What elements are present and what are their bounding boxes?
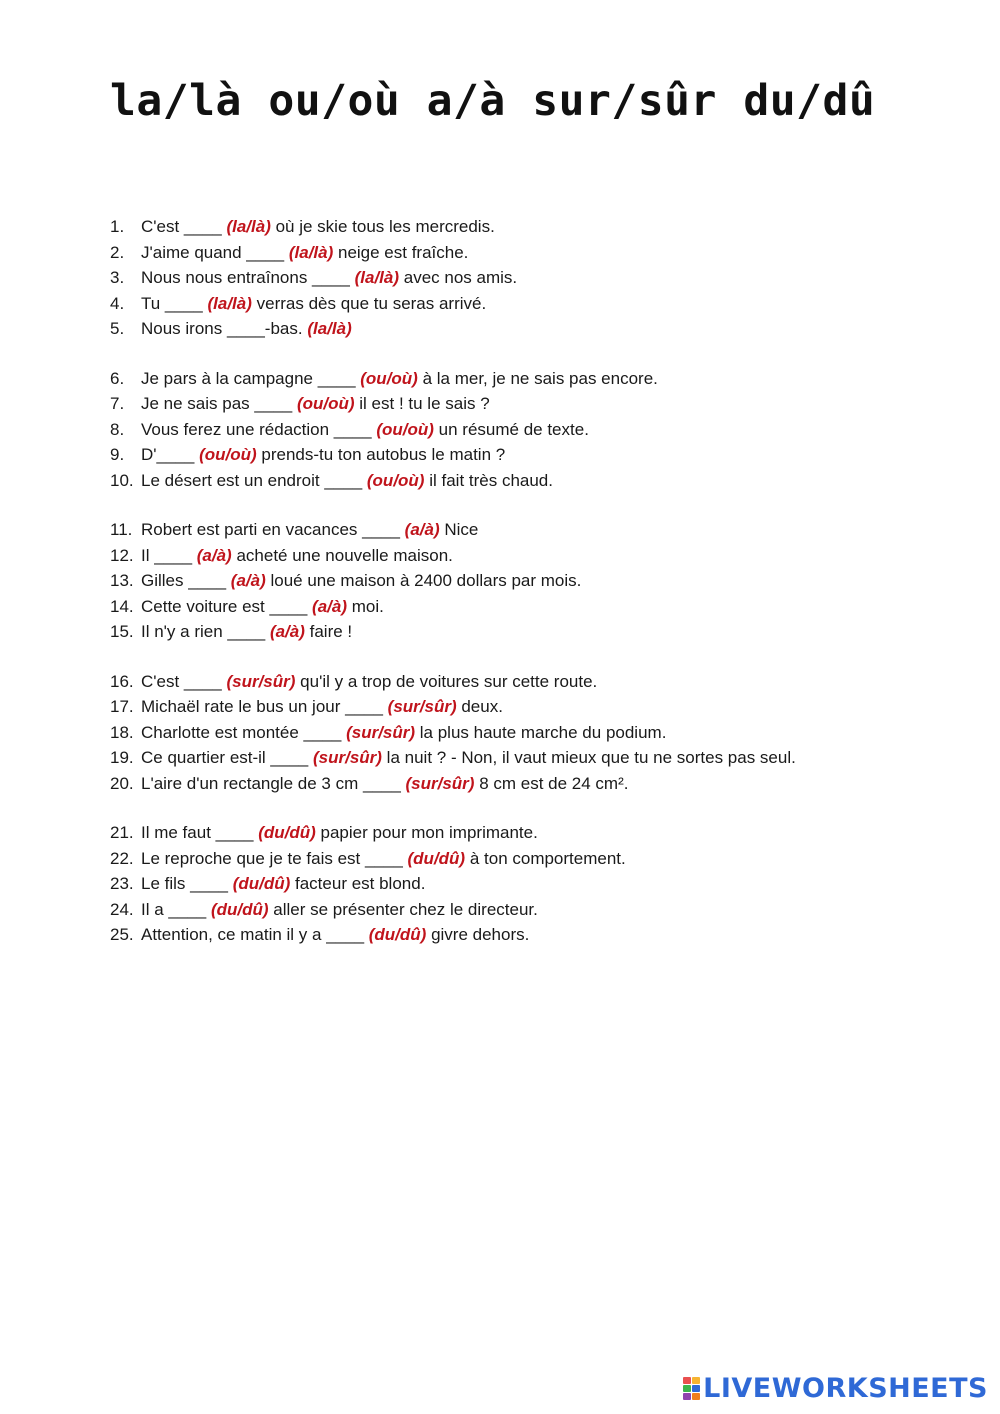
item-text-before: Tu ____: [141, 293, 208, 313]
item-text-before: Nous irons ____-bas.: [141, 319, 308, 338]
item-text-after: prends-tu ton autobus le matin ?: [256, 445, 506, 464]
item-text-after: avec nos amis.: [399, 268, 518, 287]
item-number: 11.: [110, 520, 133, 539]
item-choice: (la/là): [226, 217, 271, 236]
item-text-before: C'est ____: [141, 671, 227, 691]
item-number: 15.: [110, 622, 134, 641]
item-choice: (sur/sûr): [405, 773, 475, 793]
exercise-item: [110, 594, 910, 620]
exercise-item: [110, 897, 910, 923]
item-number: 1.: [110, 217, 125, 236]
item-choice: (du/dû): [258, 823, 316, 842]
exercise-item: [110, 568, 910, 594]
item-choice: (ou/où): [199, 445, 257, 464]
liveworksheets-brand: [683, 1373, 988, 1404]
item-text-before: Je ne sais pas ____: [141, 394, 297, 413]
item-choice: (ou/où): [366, 470, 425, 490]
item-choice: (a/à): [312, 596, 348, 616]
item-number: 4.: [110, 293, 125, 313]
item-text-before: Gilles ____: [141, 571, 231, 590]
logo-square: [683, 1393, 691, 1400]
item-text-after: qu'il y a trop de voitures sur cette route.: [295, 671, 598, 691]
item-text-before: Il a ____: [141, 899, 211, 919]
item-text-after: faire !: [304, 622, 353, 641]
item-choice: (la/là): [354, 268, 400, 287]
exercise-item: [110, 846, 910, 872]
item-text-before: J'aime quand ____: [141, 242, 289, 262]
item-choice: (la/là): [307, 319, 352, 338]
item-text-before: Le désert est un endroit ____: [141, 470, 367, 490]
exercise-item: [110, 265, 910, 291]
exercise-group: [110, 820, 910, 948]
exercise-item: [110, 468, 910, 494]
item-text-before: Je pars à la campagne ____: [141, 368, 361, 388]
item-choice: (sur/sûr): [312, 748, 382, 767]
item-choice: (ou/où): [376, 419, 434, 439]
item-number: 23.: [110, 874, 134, 893]
exercise-item: [110, 745, 910, 771]
item-text-after: papier pour mon imprimante.: [315, 823, 538, 842]
exercise-group: [110, 517, 910, 645]
item-text-after: où je skie tous les mercredis.: [270, 217, 495, 236]
item-text-before: Le reproche que je te fais est ____: [141, 848, 408, 868]
item-number: 13.: [110, 571, 134, 590]
item-choice: (a/à): [230, 571, 266, 590]
exercise-item: [110, 291, 910, 317]
item-number: 22.: [110, 848, 134, 868]
item-number: 3.: [110, 268, 125, 287]
item-text-before: Charlotte est montée ____: [141, 722, 347, 742]
item-number: 7.: [110, 394, 125, 413]
item-number: 16.: [110, 671, 134, 691]
logo-square: [692, 1385, 700, 1392]
item-text-before: D'____: [141, 445, 200, 464]
liveworksheets-logo-icon: [683, 1377, 700, 1400]
item-text-after: givre dehors.: [426, 925, 530, 944]
item-choice: (la/là): [207, 293, 252, 313]
item-choice: (du/dû): [232, 874, 291, 893]
item-choice: (du/dû): [407, 848, 466, 868]
brand-text: LIVEWORKSHEETS: [703, 1373, 988, 1404]
item-text-after: loué une maison à 2400 dollars par mois.: [265, 571, 582, 590]
exercise-item: [110, 669, 910, 695]
item-text-before: Cette voiture est ____: [141, 596, 313, 616]
item-text-after: moi.: [347, 596, 384, 616]
exercise-item: [110, 316, 910, 342]
logo-square: [692, 1377, 700, 1384]
exercise-group: [110, 366, 910, 494]
item-number: 8.: [110, 419, 125, 439]
item-number: 12.: [110, 545, 134, 565]
logo-square: [692, 1393, 700, 1400]
item-choice: (a/à): [269, 622, 305, 641]
item-text-after: acheté une nouvelle maison.: [231, 545, 453, 565]
exercise-item: [110, 694, 910, 720]
logo-square: [683, 1385, 691, 1392]
item-number: 21.: [110, 823, 134, 842]
exercise-item: [110, 771, 910, 797]
item-number: 2.: [110, 242, 125, 262]
exercise-item: [110, 543, 910, 569]
worksheet-title: la/là ou/où a/à sur/sûr du/dû: [110, 76, 876, 126]
exercise-group: [110, 214, 910, 342]
item-text-after: aller se présenter chez le directeur.: [268, 899, 538, 919]
item-text-after: verras dès que tu seras arrivé.: [251, 293, 487, 313]
item-choice: (ou/où): [360, 368, 418, 388]
item-text-after: à la mer, je ne sais pas encore.: [417, 368, 658, 388]
exercise-item: [110, 214, 910, 240]
item-text-before: Robert est parti en vacances ____: [141, 520, 405, 539]
logo-square: [683, 1377, 691, 1384]
item-text-before: Attention, ce matin il y a ____: [141, 925, 369, 944]
item-text-before: Le fils ____: [141, 874, 233, 893]
item-text-after: il est ! tu le sais ?: [354, 394, 490, 413]
item-number: 18.: [110, 722, 134, 742]
item-text-after: facteur est blond.: [290, 874, 426, 893]
exercise-item: [110, 871, 910, 897]
item-number: 5.: [110, 319, 125, 338]
item-number: 6.: [110, 368, 125, 388]
item-text-after: Nice: [439, 520, 479, 539]
item-text-after: deux.: [456, 697, 503, 716]
item-text-before: Michaël rate le bus un jour ____: [141, 697, 388, 716]
exercise-item: [110, 720, 910, 746]
item-text-after: un résumé de texte.: [433, 419, 589, 439]
item-text-after: 8 cm est de 24 cm².: [474, 773, 629, 793]
exercise-item: [110, 922, 910, 948]
exercise-item: [110, 619, 910, 645]
item-number: 14.: [110, 596, 134, 616]
item-text-before: Il ____: [141, 545, 197, 565]
item-number: 10.: [110, 470, 134, 490]
item-number: 9.: [110, 445, 125, 464]
item-text-after: neige est fraîche.: [333, 242, 469, 262]
item-text-before: Nous nous entraînons ____: [141, 268, 355, 287]
item-choice: (sur/sûr): [226, 671, 296, 691]
item-choice: (a/à): [196, 545, 232, 565]
item-text-before: Ce quartier est-il ____: [141, 748, 313, 767]
item-choice: (du/dû): [210, 899, 269, 919]
item-choice: (sur/sûr): [387, 697, 457, 716]
exercise-group: [110, 669, 910, 797]
item-number: 24.: [110, 899, 134, 919]
exercise-item: [110, 517, 910, 543]
exercise-item: [110, 240, 910, 266]
item-choice: (la/là): [288, 242, 334, 262]
item-number: 25.: [110, 925, 134, 944]
item-text-before: L'aire d'un rectangle de 3 cm ____: [141, 773, 406, 793]
item-text-before: Il me faut ____: [141, 823, 259, 842]
item-text-before: C'est ____: [141, 217, 227, 236]
item-number: 17.: [110, 697, 134, 716]
item-text-before: Il n'y a rien ____: [141, 622, 270, 641]
item-text-before: Vous ferez une rédaction ____: [141, 419, 377, 439]
item-text-after: il fait très chaud.: [424, 470, 553, 490]
exercise-item: [110, 417, 910, 443]
item-choice: (ou/où): [296, 394, 355, 413]
exercise-item: [110, 820, 910, 846]
item-text-after: la nuit ? - Non, il vaut mieux que tu ne sortes pas seul.: [381, 748, 796, 767]
item-text-after: à ton comportement.: [465, 848, 626, 868]
item-text-after: la plus haute marche du podium.: [415, 722, 667, 742]
item-choice: (a/à): [404, 520, 440, 539]
exercise-item: [110, 391, 910, 417]
item-number: 19.: [110, 748, 134, 767]
exercise-item: [110, 366, 910, 392]
item-number: 20.: [110, 773, 134, 793]
item-choice: (sur/sûr): [346, 722, 416, 742]
exercise-list: [110, 214, 910, 972]
item-choice: (du/dû): [368, 925, 427, 944]
exercise-item: [110, 442, 910, 468]
